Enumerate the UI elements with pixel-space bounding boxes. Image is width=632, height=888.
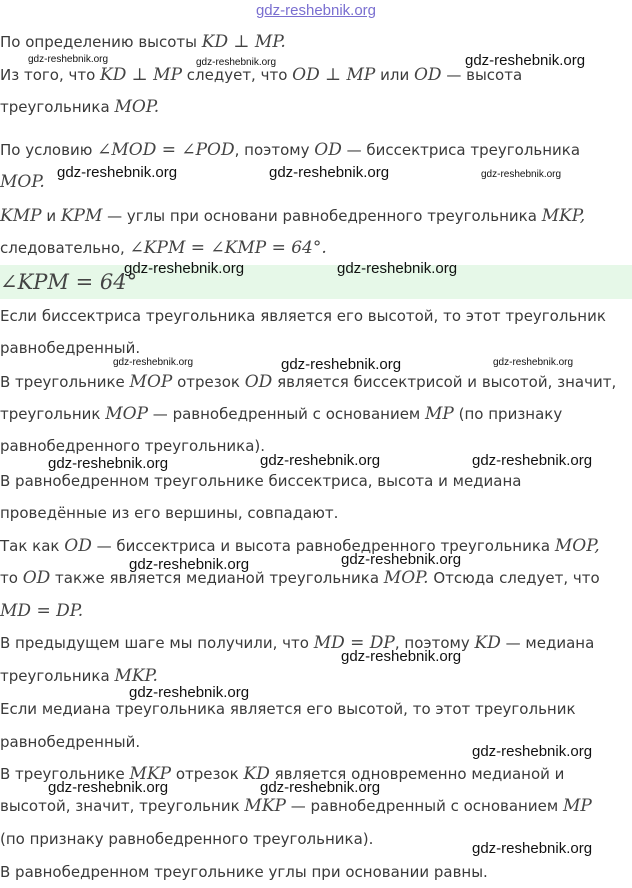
text-line: По определению высоты KD ⊥ MP. xyxy=(0,32,286,52)
text-line: В предыдущем шаге мы получили, что MD = DP, поэтому KD — медиана xyxy=(0,633,595,653)
watermark: gdz-reshebnik.org xyxy=(48,779,169,796)
watermark: gdz-reshebnik.org xyxy=(341,648,462,665)
text-line: По условию ∠MOD = ∠POD, поэтому OD — биссектриса треугольника xyxy=(0,140,581,160)
text-line: (по признаку равнобедренного треугольника). xyxy=(0,830,374,848)
text-line: треугольник MOP — равнобедренный с основанием MP (по признаку xyxy=(0,404,563,424)
answer-line: ∠KPM = 64° xyxy=(0,270,138,294)
watermark: gdz-reshebnik.org xyxy=(48,455,169,472)
text-line: Из того, что KD ⊥ MP следует, что OD ⊥ MP или OD — высота xyxy=(0,65,523,85)
watermark: gdz-reshebnik.org xyxy=(124,260,245,277)
text-line: Если биссектриса треугольника является его высотой, то этот треугольник xyxy=(0,307,606,325)
text-line: равнобедренный. xyxy=(0,339,141,357)
text-line: KMP и KPM — углы при основани равнобедренного треугольника MKP, xyxy=(0,206,586,226)
text-line: Так как OD — биссектриса и высота равнобедренного треугольника MOP, xyxy=(0,536,600,556)
text-line: MD = DP. xyxy=(0,601,84,621)
watermark: gdz-reshebnik.org xyxy=(113,357,194,368)
watermark: gdz-reshebnik.org xyxy=(281,356,402,373)
text-line: равнобедренного треугольника). xyxy=(0,437,266,455)
text-line: треугольника MKP. xyxy=(0,666,158,686)
watermark: gdz-reshebnik.org xyxy=(260,779,381,796)
text-line: В равнобедренном треугольнике углы при основании равны. xyxy=(0,863,488,881)
text-line: проведённые из его вершины, совпадают. xyxy=(0,504,339,522)
watermark: gdz-reshebnik.org xyxy=(493,357,574,368)
watermark: gdz-reshebnik.org xyxy=(337,260,458,277)
text-line: Если медиана треугольника является его высотой, то этот треугольник xyxy=(0,700,576,718)
watermark: gdz-reshebnik.org xyxy=(341,551,462,568)
text-line: MOP. xyxy=(0,172,45,192)
text-line: В треугольнике MOP отрезок OD является биссектрисой и высотой, значит, xyxy=(0,372,617,392)
text-line: то OD также является медианой треугольника MOP. Отсюда следует, что xyxy=(0,568,600,588)
watermark: gdz-reshebnik.org xyxy=(129,684,250,701)
watermark: gdz-reshebnik.org xyxy=(472,452,593,469)
text-line: следовательно, ∠KPM = ∠KMP = 64°. xyxy=(0,238,327,258)
watermark: gdz-reshebnik.org xyxy=(260,452,381,469)
watermark: gdz-reshebnik.org xyxy=(28,54,109,65)
text-line: равнобедренный. xyxy=(0,733,141,751)
watermark: gdz-reshebnik.org xyxy=(196,57,277,68)
text-line: треугольника MOP. xyxy=(0,97,160,117)
watermark: gdz-reshebnik.org xyxy=(465,52,586,69)
text-line: В равнобедренном треугольнике биссектриса, высота и медиана xyxy=(0,472,522,490)
watermark: gdz-reshebnik.org xyxy=(129,556,250,573)
watermark: gdz-reshebnik.org xyxy=(472,840,593,857)
watermark: gdz-reshebnik.org xyxy=(57,164,178,181)
text-line: высотой, значит, треугольник MKP — равнобедренный с основанием MP xyxy=(0,796,592,816)
watermark: gdz-reshebnik.org xyxy=(481,169,562,180)
site-link[interactable]: gdz-reshebnik.org xyxy=(255,2,377,19)
text-line: В треугольнике MKP отрезок KD является одновременно медианой и xyxy=(0,764,565,784)
watermark: gdz-reshebnik.org xyxy=(472,743,593,760)
watermark: gdz-reshebnik.org xyxy=(269,164,390,181)
